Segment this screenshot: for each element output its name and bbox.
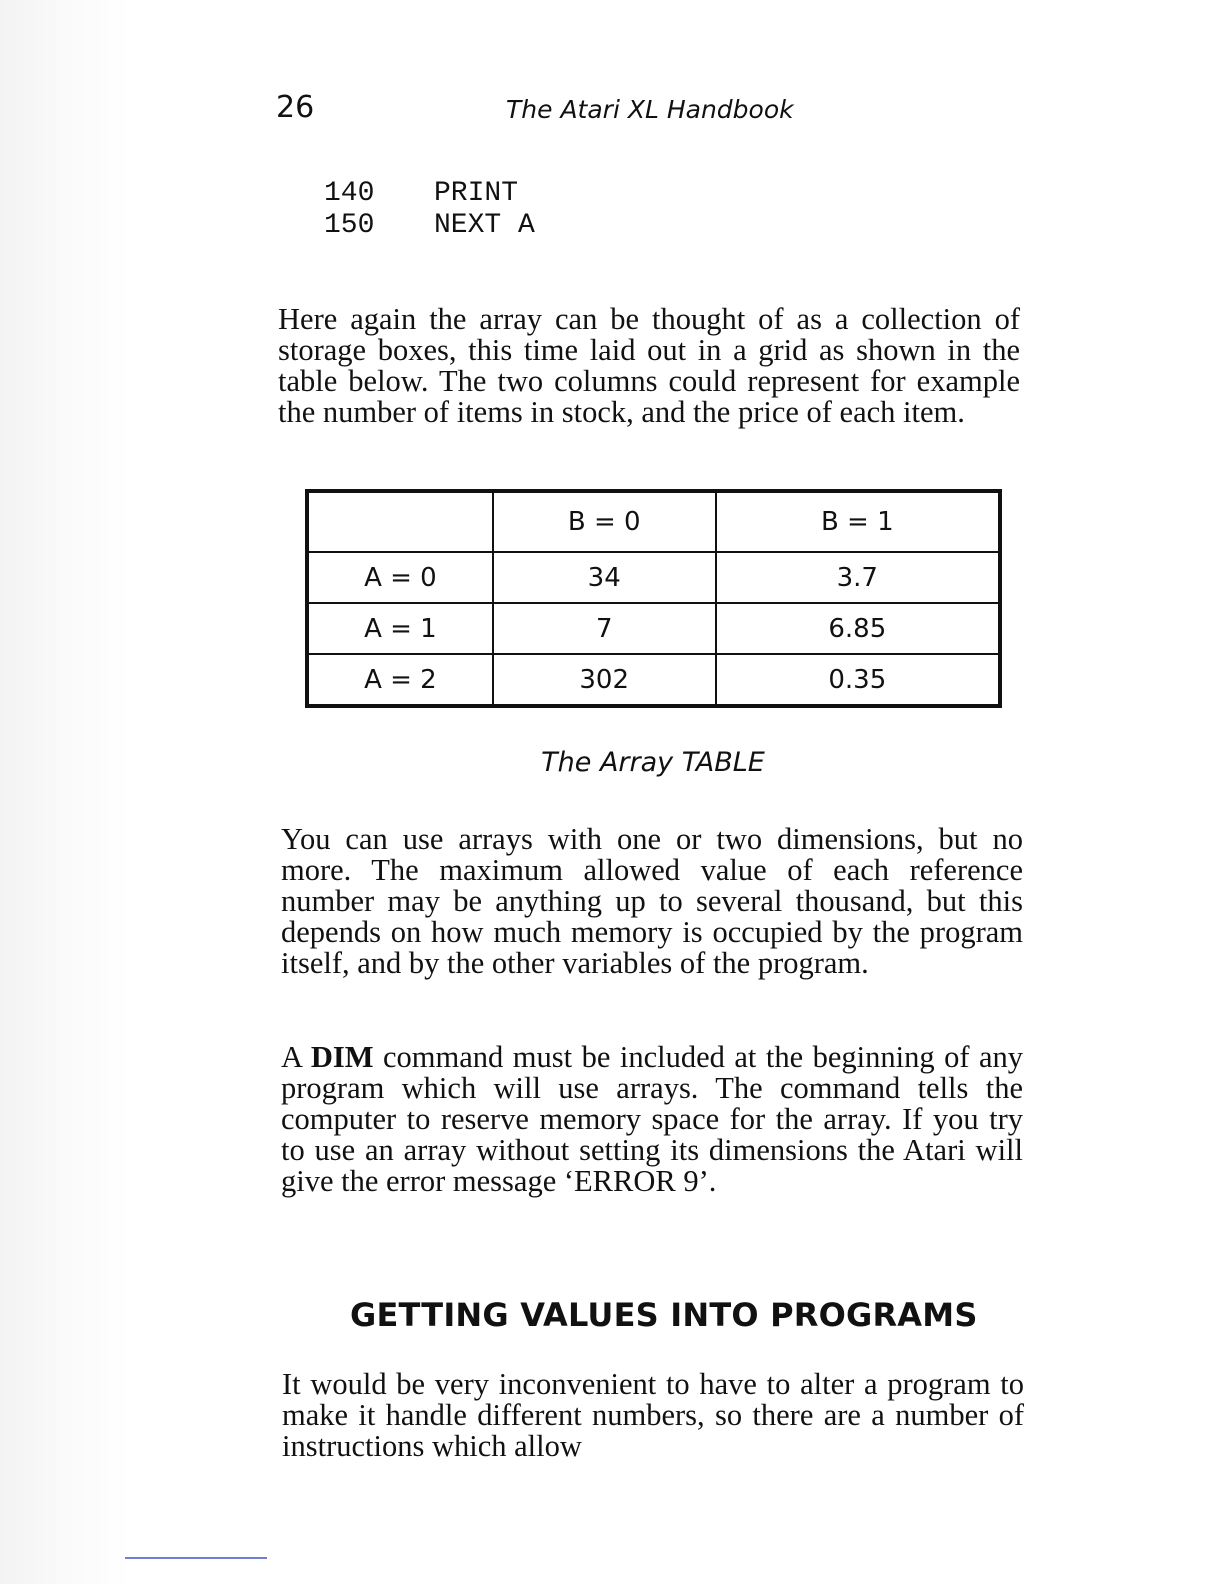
table-cell: 7 [493, 603, 716, 654]
page-number: 26 [276, 90, 315, 125]
table-row [307, 552, 1000, 603]
table-row [307, 654, 1000, 706]
code-line-number: 150 [324, 210, 375, 241]
section-heading: GETTING VALUES INTO PROGRAMS [350, 1296, 978, 1334]
table-cell: 3.7 [716, 552, 1000, 603]
code-statement: PRINT [434, 178, 519, 209]
paragraph-text: A [281, 1040, 311, 1074]
table-header-row [307, 491, 1000, 552]
running-title: The Atari XL Handbook [506, 95, 794, 124]
code-listing [324, 178, 535, 242]
paragraph-values-intro: It would be very inconvenient to have to alter a program to make it handle different numbers, so there are a number of instructions which allow [282, 1367, 1024, 1463]
code-line [324, 178, 535, 210]
table-header-cell: B = 1 [716, 491, 1000, 552]
paragraph-array-dimensions: You can use arrays with one or two dimensions, but no more. The maximum allowed value of each reference number may be anything up to several thousand, but this depends on how much memory is occupied by the program itself, and by the other variables of the program. [281, 822, 1023, 980]
array-table [305, 489, 1002, 708]
table-cell: 302 [493, 654, 716, 706]
table-row [307, 603, 1000, 654]
dim-keyword: DIM [310, 1040, 374, 1074]
table-cell: 0.35 [716, 654, 1000, 706]
code-line-number: 140 [324, 178, 375, 209]
table-row-label: A = 1 [307, 603, 493, 654]
table-header-cell [307, 491, 493, 552]
paragraph-array-grid: Here again the array can be thought of as a collection of storage boxes, this time laid out in a grid as shown in the table below. The two columns could represent for example the number of items in stock, and the price of each item. [278, 302, 1020, 429]
paragraph-text: command must be included at the beginning of any program which will use arrays. The command tells the computer to reserve memory space for the array. If you try to use an array without setting its dimensions the Atari will give the error message ‘ERROR 9’. [281, 1040, 1024, 1198]
code-statement: NEXT A [434, 210, 535, 241]
table-row-label: A = 0 [307, 552, 493, 603]
page-edge-shadow [0, 0, 130, 1584]
code-line [324, 210, 535, 242]
table-caption: The Array TABLE [541, 747, 765, 778]
table-cell: 6.85 [716, 603, 1000, 654]
scan-artifact-line [125, 1557, 267, 1559]
table-header-cell: B = 0 [493, 491, 716, 552]
paragraph-dim-command [281, 1042, 1023, 1197]
table-row-label: A = 2 [307, 654, 493, 706]
table-cell: 34 [493, 552, 716, 603]
